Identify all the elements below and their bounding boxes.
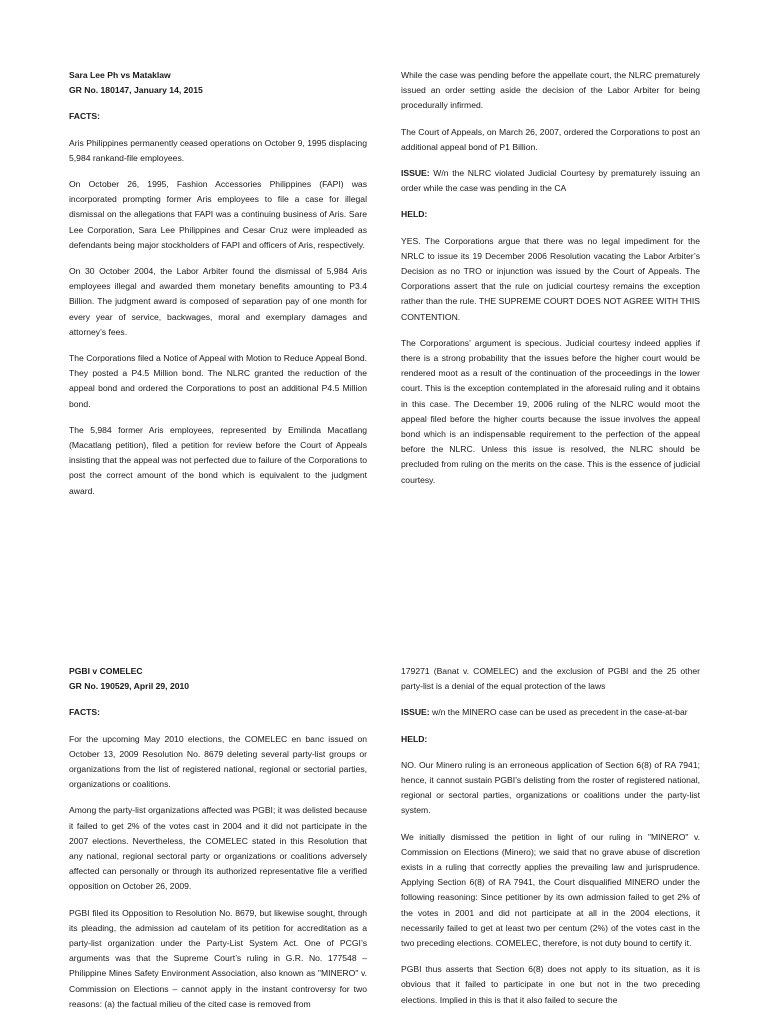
case1-facts-paragraph: The 5,984 former Aris employees, represented by Emilinda Macatlang (Macatlang petition), filed a petition for review before the Court of Appeals insisting that the appeal was not perfected due to failure of the Corporations to post the correct amount of the bond which is equivalent to the judgment award.	[69, 424, 367, 496]
case1-issue-text: W/n the NLRC violated Judicial Courtesy by prematurely issuing an order while the case was pending in the CA	[401, 168, 700, 194]
case2-issue	[401, 705, 700, 720]
case2-right-column	[401, 664, 700, 1019]
case1-title: Sara Lee Ph vs Mataklaw	[69, 70, 171, 80]
case2-gr-number: GR No. 190529, April 29, 2010	[69, 681, 190, 692]
case2-held-paragraph: We initially dismissed the petition in light of our ruling in "MINERO" v. Commission on Elections (Minero); we said that no grave abuse of discretion exists in a ruling that correctly applies the prevailing law and jurisprudence. Applying Section 6(8) of RA 7941, the Court disqualified MINERO under the following reasoning: Since petitioner by its own admission failed to get 2% of the votes in 2001 and did not participate at all in the 2004 elections, it necessarily failed to get at least two per centum (2%) of the votes cast in the two preceding elections. COMELEC, therefore, is not duty bound to certify it.	[401, 831, 700, 949]
case2-issue-label: ISSUE:	[401, 707, 430, 718]
case-pgbi-comelec	[0, 664, 768, 1024]
case-sara-lee	[0, 68, 768, 498]
case2-facts-paragraph: 179271 (Banat v. COMELEC) and the exclusion of PGBI and the 25 other party-list is a denial of the equal protection of the laws	[401, 666, 700, 692]
case2-left-column	[69, 664, 367, 1023]
case1-held-paragraph: YES. The Corporations argue that there was no legal impediment for the NRLC to issue its 19 December 2006 Resolution vacating the Labor Arbiter’s Decision as no TRO or injunction was issued by the Court of Appeals. The Corporations assert that the rule on judicial courtesy remains the exception rather than the rule. THE SUPREME COURT DOES NOT AGREE WITH THIS CONTENTION.	[401, 235, 700, 322]
case1-facts-paragraph: The Court of Appeals, on March 26, 2007, ordered the Corporations to post an additional appeal bond of P1 Billion.	[401, 126, 700, 152]
case1-right-column	[401, 68, 700, 499]
case1-facts-paragraph: On October 26, 1995, Fashion Accessories Philippines (FAPI) was incorporated prompting former Aris employees to file a case for illegal dismissal on the allegations that FAPI was a continuing business of Aris. Sare Lee Corporation, Sara Lee Philippines and Cesar Cruz were impleaded as defendants being major stockholders of FAPI and officers of Aris, respectively.	[69, 179, 367, 250]
case2-facts-paragraph: For the upcoming May 2010 elections, the COMELEC en banc issued on October 13, 2009 Resolution No. 8679 deleting several party-list groups or organizations from the list of registered national, regional or sectorial parties, organizations or coalitions.	[69, 733, 367, 790]
case2-held-paragraph: PGBI thus asserts that Section 6(8) does not apply to its situation, as it is obvious that it failed to participate in one but not in the two preceding elections. Implied in this is that it also failed to secure the	[401, 964, 700, 1005]
case1-held-paragraph: The Corporations’ argument is specious. Judicial courtesy indeed applies if there is a strong probability that the issues before the higher court would be rendered moot as a result of the continuation of the proceedings in the lower court. This is the exception contemplated in the aforesaid ruling and it obtains in this case. The December 19, 2006 ruling of the NLRC would moot the appeal filed before the higher courts because the issue involves the appeal bond which is an indispensable requirement to the perfection of the appeal before the NLRC. Unless this issue is resolved, the NLRC should be precluded from ruling on the merits on the case. This is the essence of judicial courtesy.	[401, 337, 700, 485]
case2-title: PGBI v COMELEC	[69, 666, 143, 676]
case1-facts-paragraph: On 30 October 2004, the Labor Arbiter found the dismissal of 5,984 Aris employees illegal and awarded them monetary benefits amounting to P3.4 Billion. The judgment award is composed of separation pay of one month for every year of service, backwages, moral and exemplary damages and attorney’s fees.	[69, 266, 367, 337]
case2-facts-label: FACTS:	[69, 707, 101, 718]
case2-held-label: HELD:	[401, 733, 428, 744]
case1-facts-label: FACTS:	[69, 111, 101, 122]
case2-facts-paragraph: PGBI filed its Opposition to Resolution No. 8679, but likewise sought, through its pleading, the admission ad cautelam of its petition for accreditation as a party-list organization under the Party-List System Act. One of PCGI’s arguments was that the Supreme Court’s ruling in G.R. No. 177548 – Philippine Mines Safety Environment Association, also known as "MINERO" v. Commission on Elections – cannot apply in the instant controversy for two reasons: (a) the factual milieu of the cited case is removed from	[69, 907, 367, 1009]
case1-gr-number: GR No. 180147, January 14, 2015	[69, 85, 203, 96]
case2-issue-text: w/n the MINERO case can be used as precedent in the case-at-bar	[429, 707, 688, 718]
case1-facts-paragraph: While the case was pending before the appellate court, the NLRC prematurely issued an order setting aside the decision of the Labor Arbiter for being procedurally infirmed.	[401, 70, 700, 111]
case1-issue	[401, 166, 700, 196]
case1-issue-label: ISSUE:	[401, 168, 430, 179]
case1-held-label: HELD:	[401, 209, 428, 220]
case1-facts-paragraph: Aris Philippines permanently ceased operations on October 9, 1995 displacing 5,984 rankand-file employees.	[69, 137, 367, 163]
case2-held-paragraph: NO. Our Minero ruling is an erroneous application of Section 6(8) of RA 7941; hence, it cannot sustain PGBI’s delisting from the roster of registered national, regional or sectoral parties, organizations or coalitions under the party-list system.	[401, 759, 700, 816]
case2-facts-paragraph: Among the party-list organizations affected was PGBI; it was delisted because it failed to get 2% of the votes cast in 2004 and it did not participate in the 2007 elections. Nevertheless, the COMELEC stated in this Resolution that any national, regional sectoral party or organizations or coalitions adversely affected can personally or through its authorized representative file a verified opposition on October 26, 2009.	[69, 805, 367, 892]
case1-left-column	[69, 68, 367, 510]
case1-facts-paragraph: The Corporations filed a Notice of Appeal with Motion to Reduce Appeal Bond. They posted a P4.5 Million bond. The NLRC granted the reduction of the appeal bond and ordered the Corporations to post an additional P4.5 Million bond.	[69, 353, 367, 409]
